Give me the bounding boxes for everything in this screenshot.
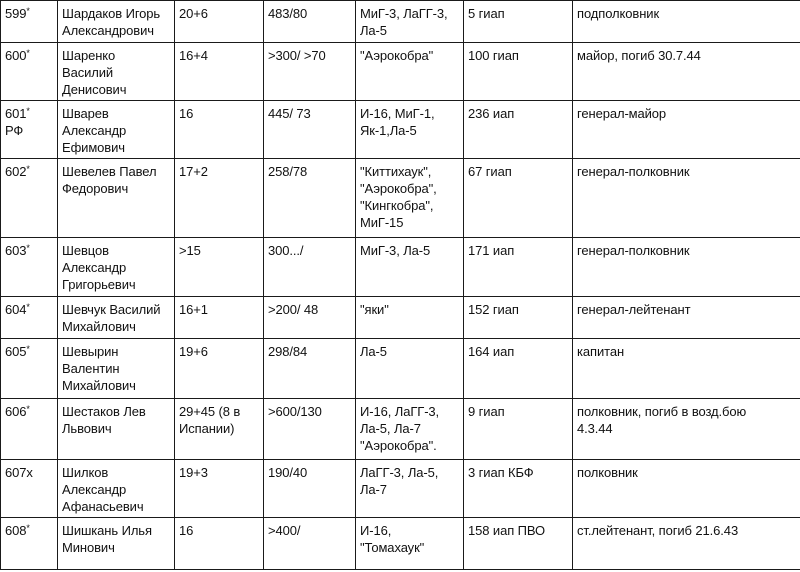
table-row (1, 159, 800, 238)
pilot-name-cell: Шаренко Василий Денисович (58, 43, 175, 101)
rank-cell: генерал-полковник (573, 238, 800, 297)
regiment-cell: 3 гиап КБФ (464, 460, 573, 518)
record-number: 605 (5, 344, 27, 359)
record-number: 603 (5, 243, 27, 258)
aircraft-cell: И-16, "Томахаук" (356, 518, 464, 570)
record-number-cell (1, 238, 58, 297)
asterisk-mark: * (26, 48, 30, 58)
asterisk-mark: * (26, 302, 30, 312)
pilot-name-cell: Шевцов Александр Григорьевич (58, 238, 175, 297)
regiment-cell: 9 гиап (464, 399, 573, 460)
aircraft-cell: И-16, МиГ-1, Як-1,Ла-5 (356, 101, 464, 159)
regiment-cell: 5 гиап (464, 1, 573, 43)
aircraft-cell: "Аэрокобра" (356, 43, 464, 101)
victories-cell: 19+3 (175, 460, 264, 518)
sorties-cell: >600/130 (264, 399, 356, 460)
pilot-name-cell: Шварев Александр Ефимович (58, 101, 175, 159)
sorties-cell: 483/80 (264, 1, 356, 43)
sorties-cell: 300.../ (264, 238, 356, 297)
aircraft-cell: Ла-5 (356, 339, 464, 399)
record-number-cell (1, 399, 58, 460)
aircraft-cell: МиГ-3, ЛаГГ-3, Ла-5 (356, 1, 464, 43)
record-number-cell (1, 159, 58, 238)
record-number: 608 (5, 523, 27, 538)
record-number-cell (1, 297, 58, 339)
pilot-name-cell: Шестаков Лев Львович (58, 399, 175, 460)
table-row (1, 339, 800, 399)
regiment-cell: 236 иап (464, 101, 573, 159)
sorties-cell: 445/ 73 (264, 101, 356, 159)
asterisk-mark: * (26, 6, 30, 16)
record-number-cell (1, 101, 58, 159)
table-row (1, 238, 800, 297)
table-row (1, 1, 800, 43)
record-number-cell (1, 43, 58, 101)
victories-cell: 16 (175, 101, 264, 159)
asterisk-mark: * (26, 164, 30, 174)
asterisk-mark: * (26, 404, 30, 414)
asterisk-mark: * (26, 344, 30, 354)
sorties-cell: >200/ 48 (264, 297, 356, 339)
pilot-name-cell: Шевырин Валентин Михайлович (58, 339, 175, 399)
table-row (1, 518, 800, 570)
record-number: 600 (5, 48, 27, 63)
aircraft-cell: И-16, ЛаГГ-3, Ла-5, Ла-7 "Аэрокобра". (356, 399, 464, 460)
record-number-cell (1, 1, 58, 43)
table-row (1, 101, 800, 159)
regiment-cell: 100 гиап (464, 43, 573, 101)
aircraft-cell: "яки" (356, 297, 464, 339)
record-number-extra: РФ (5, 123, 24, 138)
victories-cell: 29+45 (8 в Испании) (175, 399, 264, 460)
victories-cell: 20+6 (175, 1, 264, 43)
sorties-cell: 258/78 (264, 159, 356, 238)
rank-cell: подполковник (573, 1, 800, 43)
pilot-name-cell: Шардаков Игорь Александрович (58, 1, 175, 43)
rank-cell: полковник (573, 460, 800, 518)
victories-cell: 16 (175, 518, 264, 570)
regiment-cell: 67 гиап (464, 159, 573, 238)
pilot-name-cell: Шевелев Павел Федорович (58, 159, 175, 238)
asterisk-mark: * (26, 523, 30, 533)
sorties-cell: >400/ (264, 518, 356, 570)
sorties-cell: 190/40 (264, 460, 356, 518)
rank-cell: капитан (573, 339, 800, 399)
pilots-table-body (1, 1, 800, 570)
pilot-name-cell: Шишкань Илья Минович (58, 518, 175, 570)
record-number-cell (1, 339, 58, 399)
record-number-cell (1, 460, 58, 518)
aircraft-cell: ЛаГГ-3, Ла-5, Ла-7 (356, 460, 464, 518)
record-number: 604 (5, 302, 27, 317)
record-number: 601 (5, 106, 27, 121)
table-row (1, 399, 800, 460)
asterisk-mark: * (26, 106, 30, 116)
table-row (1, 297, 800, 339)
regiment-cell: 164 иап (464, 339, 573, 399)
record-number: 606 (5, 404, 27, 419)
rank-cell: майор, погиб 30.7.44 (573, 43, 800, 101)
record-number: 599 (5, 6, 27, 21)
victories-cell: 19+6 (175, 339, 264, 399)
victories-cell: >15 (175, 238, 264, 297)
rank-cell: ст.лейтенант, погиб 21.6.43 (573, 518, 800, 570)
asterisk-mark: * (26, 243, 30, 253)
rank-cell: генерал-лейтенант (573, 297, 800, 339)
victories-cell: 16+4 (175, 43, 264, 101)
record-number: 602 (5, 164, 27, 179)
aircraft-cell: "Киттихаук", "Аэрокобра", "Кингкобра", МиГ-15 (356, 159, 464, 238)
regiment-cell: 171 иап (464, 238, 573, 297)
table-row (1, 43, 800, 101)
victories-cell: 17+2 (175, 159, 264, 238)
rank-cell: генерал-майор (573, 101, 800, 159)
rank-cell: полковник, погиб в возд.бою 4.3.44 (573, 399, 800, 460)
record-number: 607x (5, 465, 33, 480)
pilot-name-cell: Шилков Александр Афанасьевич (58, 460, 175, 518)
sorties-cell: 298/84 (264, 339, 356, 399)
regiment-cell: 158 иап ПВО (464, 518, 573, 570)
regiment-cell: 152 гиап (464, 297, 573, 339)
pilot-name-cell: Шевчук Василий Михайлович (58, 297, 175, 339)
sorties-cell: >300/ >70 (264, 43, 356, 101)
rank-cell: генерал-полковник (573, 159, 800, 238)
table-row (1, 460, 800, 518)
record-number-cell (1, 518, 58, 570)
aircraft-cell: МиГ-3, Ла-5 (356, 238, 464, 297)
victories-cell: 16+1 (175, 297, 264, 339)
